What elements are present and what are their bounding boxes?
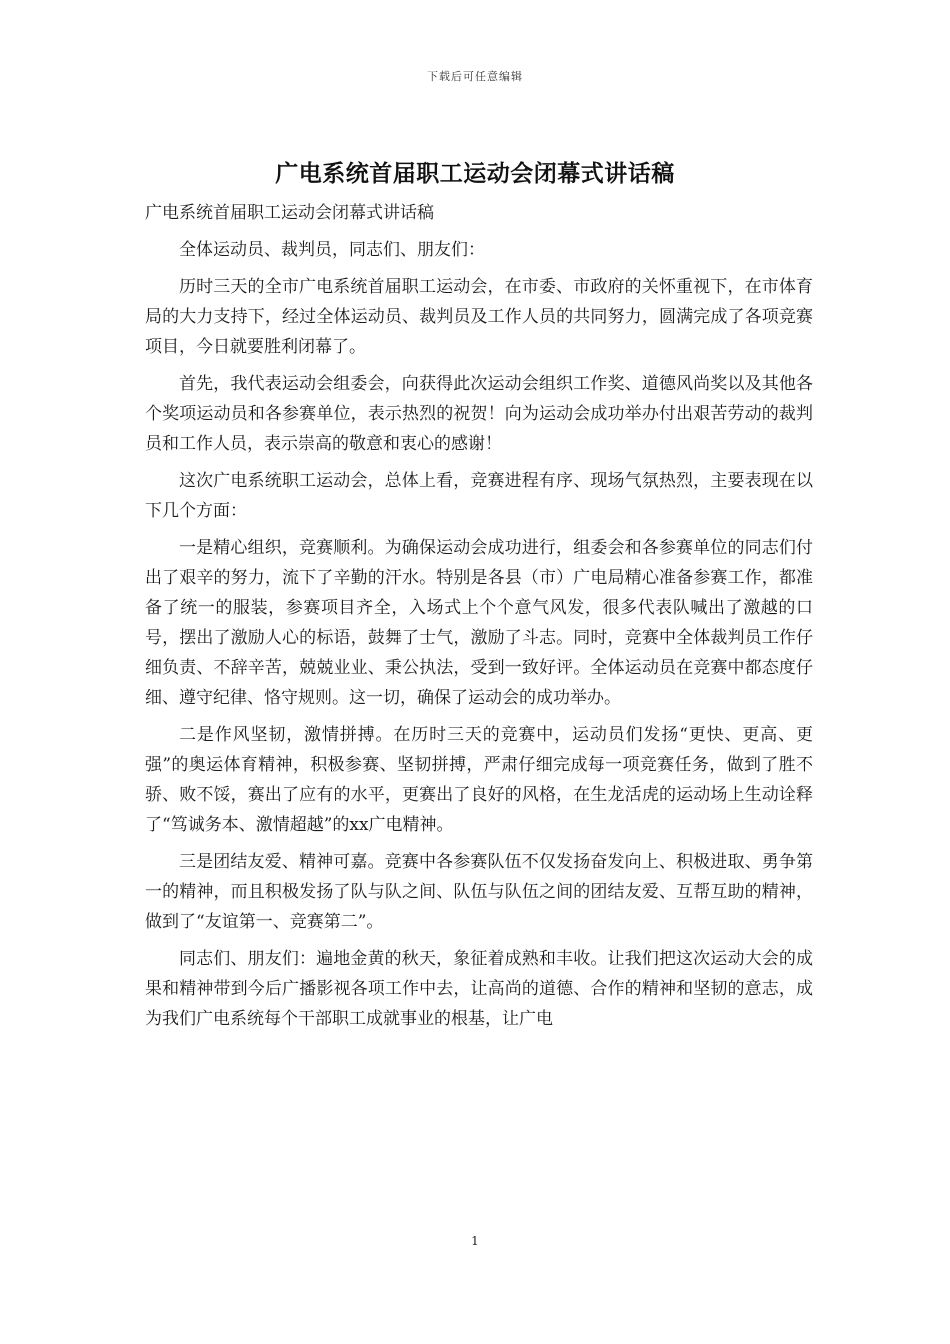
page-number: 1 [471, 1234, 479, 1248]
paragraph: 这次广电系统职工运动会，总体上看，竞赛进程有序、现场气氛热烈，主要表现在以下几个方面： [145, 471, 813, 521]
paragraph: 首先，我代表运动会组委会，向获得此次运动会组织工作奖、道德风尚奖以及其他各个奖项运动员和各参赛单位，表示热烈的祝贺！向为运动会成功举办付出艰苦劳动的裁判员和工作人员，表示崇高的敬意和衷心的感谢！ [145, 374, 813, 454]
paragraph: 一是精心组织，竞赛顺利。为确保运动会成功进行，组委会和各参赛单位的同志们付出了艰辛的努力，流下了辛勤的汗水。特别是各县（市）广电局精心准备参赛工作，都准备了统一的服装，参赛项目齐全，入场式上个个意气风发，很多代表队喊出了激越的口号，摆出了激励人心的标语，鼓舞了士气，激励了斗志。同时，竞赛中全体裁判员工作仔细负责、不辞辛苦，兢兢业业、秉公执法，受到一致好评。全体运动员在竞赛中都态度仔细、遵守纪律、恪守规则。这一切，确保了运动会的成功举办。 [145, 538, 813, 708]
paragraph: 二是作风坚韧，激情拼搏。在历时三天的竞赛中，运动员们发扬“更快、更高、更强”的奥运体育精神，积极参赛、坚韧拼搏，严肃仔细完成每一项竞赛任务，做到了胜不骄、败不馁，赛出了应有的水平，更赛出了良好的风格，在生龙活虎的运动场上生动诠释了“笃诚务本、激情超越”的xx广电精神。 [145, 725, 813, 835]
paragraph: 历时三天的全市广电系统首届职工运动会，在市委、市政府的关怀重视下，在市体育局的大力支持下，经过全体运动员、裁判员及工作人员的共同努力，圆满完成了各项竞赛项目，今日就要胜利闭幕了。 [145, 277, 813, 357]
salutation: 全体运动员、裁判员，同志们、朋友们： [179, 240, 485, 260]
document-body [145, 198, 813, 1041]
subtitle-line: 广电系统首届职工运动会闭幕式讲话稿 [145, 203, 434, 223]
paragraph: 同志们、朋友们：遍地金黄的秋天，象征着成熟和丰收。让我们把这次运动大会的成果和精神带到今后广播影视各项工作中去，让高尚的道德、合作的精神和坚韧的意志，成为我们广电系统每个干部职工成就事业的根基，让广电 [145, 949, 813, 1029]
paragraph: 三是团结友爱、精神可嘉。竞赛中各参赛队伍不仅发扬奋发向上、积极进取、勇争第一的精神，而且积极发扬了队与队之间、队伍与队伍之间的团结友爱、互帮互助的精神，做到了“友谊第一、竞赛第二”。 [145, 852, 813, 932]
document-title: 广电系统首届职工运动会闭幕式讲话稿 [275, 160, 675, 187]
header-note: 下载后可任意编辑 [427, 70, 523, 83]
